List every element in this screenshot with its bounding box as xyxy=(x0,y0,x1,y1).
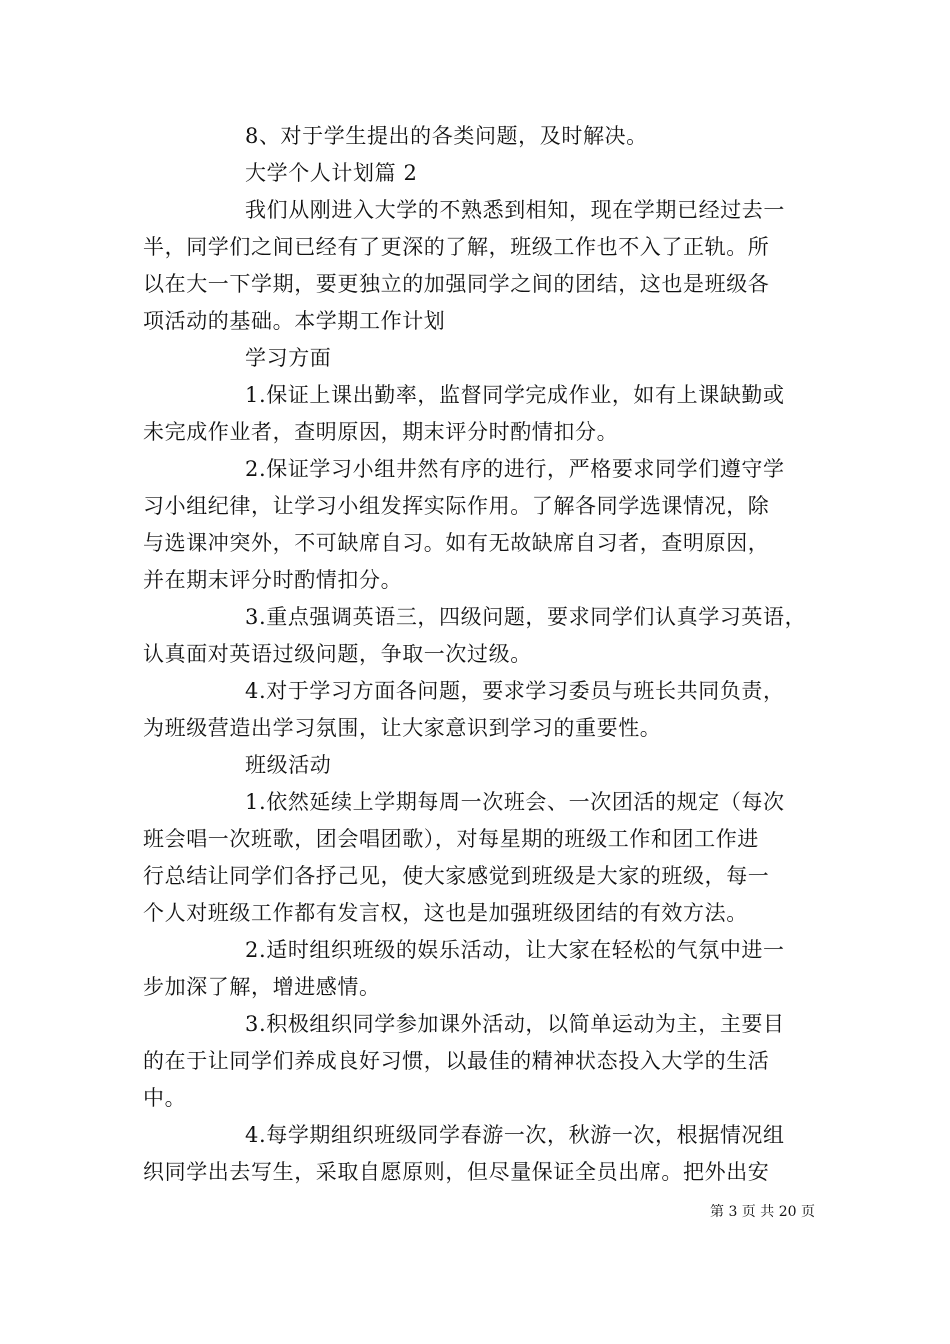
paragraph-line: 中。 xyxy=(143,1086,187,1110)
paragraph-line: 与选课冲突外，不可缺席自习。如有无故缺席自习者，查明原因， xyxy=(143,531,770,555)
paragraph-line: 以在大一下学期，要更独立的加强同学之间的团结，这也是班级各 xyxy=(143,272,770,296)
paragraph-line: 的在于让同学们养成良好习惯，以最佳的精神状态投入大学的生活 xyxy=(143,1049,770,1073)
paragraph-line: 步加深了解，增进感情。 xyxy=(143,975,381,999)
list-item-8: 8、对于学生提出的各类问题，及时解决。 xyxy=(245,124,648,148)
paragraph-line: 4.对于学习方面各问题，要求学习委员与班长共同负责， xyxy=(245,679,785,703)
paragraph-line: 班会唱一次班歌，团会唱团歌），对每星期的班级工作和团工作进 xyxy=(143,827,759,851)
paragraph-line: 未完成作业者，查明原因，期末评分时酌情扣分。 xyxy=(143,420,619,444)
paragraph-line: 2.保证学习小组井然有序的进行，严格要求同学们遵守学 xyxy=(245,457,785,481)
paragraph-line: 行总结让同学们各抒己见，使大家感觉到班级是大家的班级，每一 xyxy=(143,864,770,888)
paragraph-line: 3.重点强调英语三，四级问题，要求同学们认真学习英语， xyxy=(245,605,807,629)
subheading-study: 学习方面 xyxy=(245,346,332,370)
paragraph-line: 3.积极组织同学参加课外活动，以简单运动为主，主要目 xyxy=(245,1012,785,1036)
paragraph-line: 并在期末评分时酌情扣分。 xyxy=(143,568,403,592)
section-title: 大学个人计划篇 2 xyxy=(245,161,418,185)
paragraph-line: 为班级营造出学习氛围，让大家意识到学习的重要性。 xyxy=(143,716,662,740)
paragraph-line: 习小组纪律，让学习小组发挥实际作用。了解各同学选课情况，除 xyxy=(143,494,770,518)
subheading-class-activities: 班级活动 xyxy=(245,753,332,777)
paragraph-line: 织同学出去写生，采取自愿原则，但尽量保证全员出席。把外出安 xyxy=(143,1160,770,1184)
page-number-footer: 第 3 页 共 20 页 xyxy=(710,1204,815,1220)
paragraph-line: 4.每学期组织班级同学春游一次，秋游一次，根据情况组 xyxy=(245,1123,785,1147)
paragraph-line: 半，同学们之间已经有了更深的了解，班级工作也不入了正轨。所 xyxy=(143,235,770,259)
paragraph-line: 1.依然延续上学期每周一次班会、一次团活的规定（每次 xyxy=(245,790,785,814)
paragraph-line: 2.适时组织班级的娱乐活动，让大家在轻松的气氛中进一 xyxy=(245,938,785,962)
paragraph-line: 1.保证上课出勤率，监督同学完成作业，如有上课缺勤或 xyxy=(245,383,785,407)
paragraph-line: 认真面对英语过级问题，争取一次过级。 xyxy=(143,642,532,666)
paragraph-line: 我们从刚进入大学的不熟悉到相知，现在学期已经过去一 xyxy=(245,198,785,222)
paragraph-line: 个人对班级工作都有发言权，这也是加强班级团结的有效方法。 xyxy=(143,901,748,925)
paragraph-line: 项活动的基础。本学期工作计划 xyxy=(143,309,446,333)
